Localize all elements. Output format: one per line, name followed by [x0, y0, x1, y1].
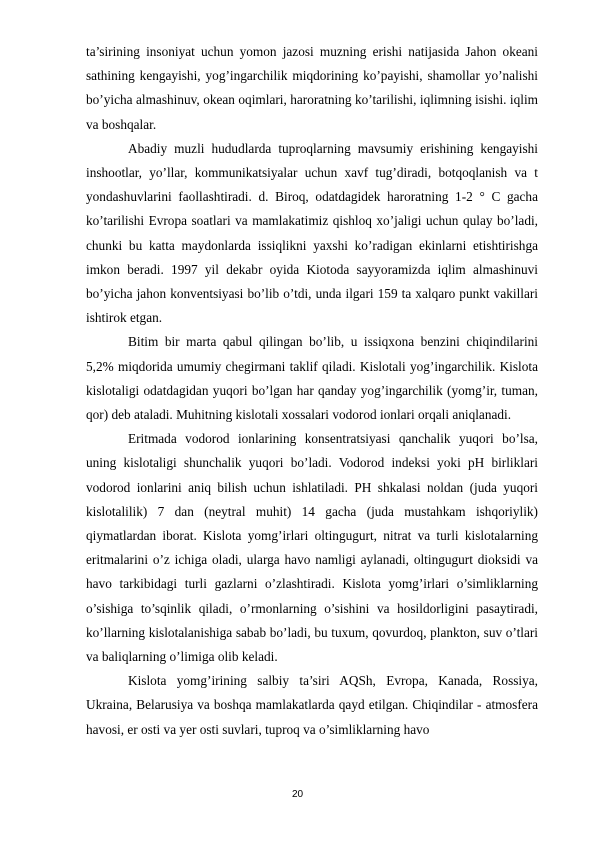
document-page: [86, 40, 538, 742]
page-number: 20: [291, 789, 304, 800]
paragraph-1: ta’sirining insoniyat uchun yomon jazosi muzning erishi natijasida Jahon okeani sathining kengayishi, yog’ingarchilik miqdorining ko’payishi, shamollar yo’nalishi bo’yicha almashinuv, okean oqimlari, haroratning ko’tarilishi, iqlimning isishi. iqlim va boshqalar.: [86, 44, 538, 132]
paragraph-5: Kislota yomg’irining salbiy ta’siri AQSh, Evropa, Kanada, Rossiya, Ukraina, Belarusiya va boshqa mamlakatlarda qayd etilgan. Chiqindilar - atmosfera havosi, er osti va yer osti suvlari, tuproq va o’simliklarning havo: [86, 673, 538, 737]
paragraph-3: Bitim bir marta qabul qilingan bo’lib, u issiqxona benzini chiqindilarini 5,2% miqdorida umumiy chegirmani taklif qiladi. Kislotali yog’ingarchilik. Kislota kislotaligi odatdagidan yuqori bo’lgan har qanday yog’ingarchilik (yomg’ir, tuman, qor) deb ataladi. Muhitning kislotali xossalari vodorod ionlari orqali aniqlanadi.: [86, 334, 538, 423]
paragraph-2: Abadiy muzli hududlarda tuproqlarning mavsumiy erishining kengayishi inshootlar, yo’llar, kommunikatsiyalar uchun xavf tug’diradi, botqoqlanish va t yondashuvlarini faollashtiradi. d. Biroq, odatdagidek haroratning 1-2 ° C gacha ko’tarilishi Evropa soatlari va mamlakatimiz qishloq xo’jaligi uchun qulay bo’ladi, chunki bu katta maydonlarda issiqlikni yaxshi ko’radigan ekinlarni etishtirishga imkon beradi. 1997 yil dekabr oyida Kiotoda sayyoramizda iqlim almashinuvi bo’yicha jahon konventsiyasi bo’lib o’tdi, unda ilgari 159 ta xalqaro punkt vakillari ishtirok etgan.: [86, 140, 538, 326]
paragraph-4: Eritmada vodorod ionlarining konsentratsiyasi qanchalik yuqori bo’lsa, uning kislotaligi shunchalik yuqori bo’ladi. Vodorod indeksi yoki pH birliklari vodorod ionlarini aniq bilish uchun ishlatiladi. PH shkalasi noldan (juda yuqori kislotalilik) 7 dan (neytral muhit) 14 gacha (juda mustahkam ishqoriylik) qiymatlardan iborat. Kislota yomg’irlari oltingugurt, nitrat va turli kislotalarning eritmalarini o’z ichiga oladi, ularga havo namligi aylanadi, oltingugurt dioksidi va havo tarkibidagi turli gazlarni o’zlashtiradi. Kislota yomg’irlari o’simliklarning o’sishiga to’sqinlik qiladi, o’rmonlarning o’sishini va hosildorligini pasaytiradi, ko’llarning kislotalanishiga sabab bo’ladi, bu tuxum, qovurdoq, plankton, suv o’tlari va baliqlarning o’limiga olib keladi.: [86, 431, 538, 665]
